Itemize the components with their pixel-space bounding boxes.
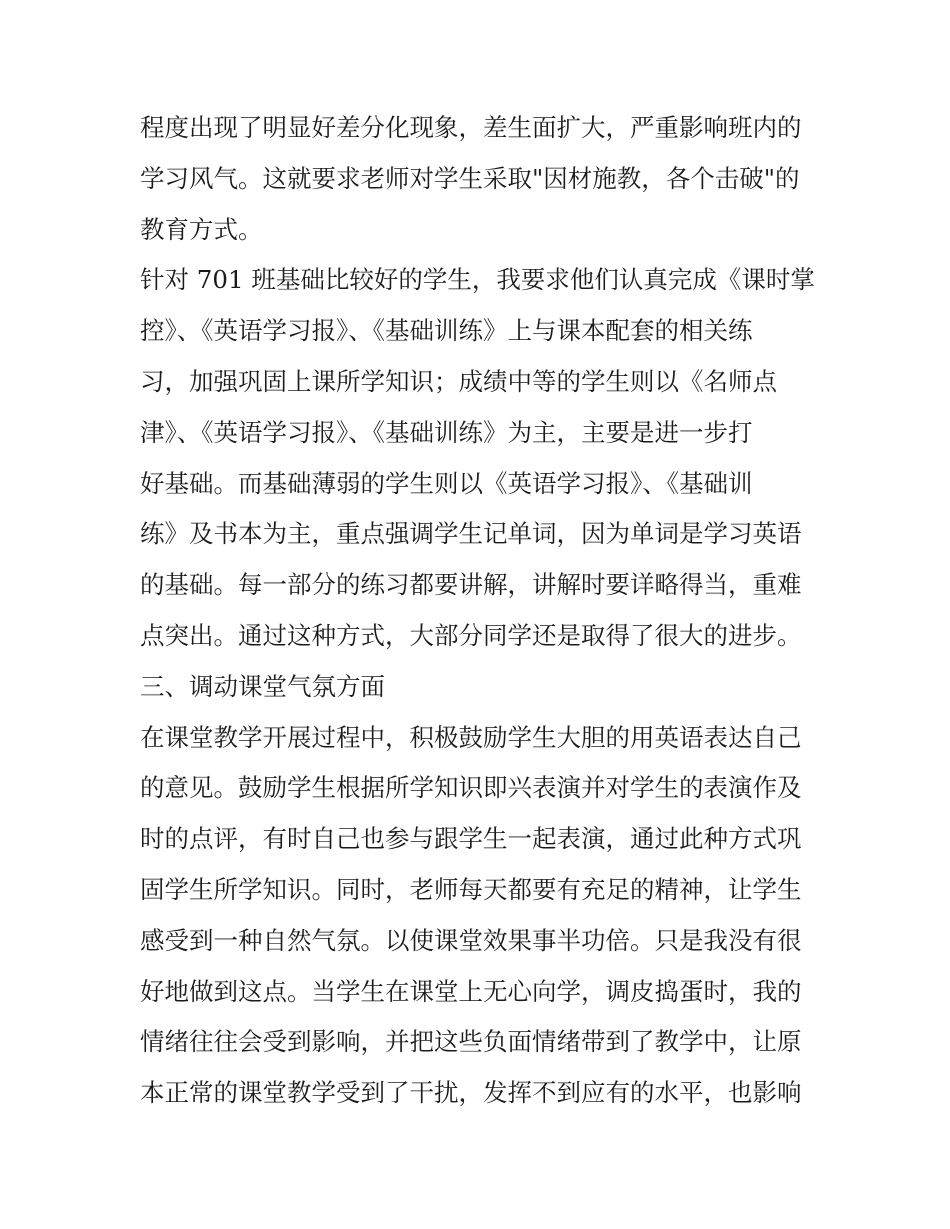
text-line: 本正常的课堂教学受到了干扰，发挥不到应有的水平，也影响 (140, 1078, 802, 1108)
text-line: 的意见。鼓励学生根据所学知识即兴表演并对学生的表演作及 (140, 773, 802, 803)
text-line: 好基础。而基础薄弱的学生则以《英语学习报》、《基础训 (140, 468, 753, 498)
text-line: 学习风气。这就要求老师对学生采取"因材施教，各个击破"的 (140, 163, 800, 193)
section-heading: 三、调动课堂气氛方面 (140, 671, 385, 701)
text-line: 教育方式。 (140, 214, 263, 244)
text-line: 的基础。每一部分的练习都要讲解，讲解时要详略得当，重难 (140, 570, 802, 600)
text-line: 程度出现了明显好差分化现象，差生面扩大，严重影响班内的 (140, 113, 802, 142)
text-line: 感受到一种自然气氛。以使课堂效果事半功倍。只是我没有很 (140, 925, 802, 955)
text-line: 习，加强巩固上课所学知识；成绩中等的学生则以《名师点 (140, 366, 777, 396)
text-line: 津》、《英语学习报》、《基础训练》为主，主要是进一步打 (140, 417, 753, 447)
text-line: 时的点评，有时自己也参与跟学生一起表演，通过此种方式巩 (140, 824, 802, 854)
text-line: 好地做到这点。当学生在课堂上无心向学，调皮捣蛋时，我的 (140, 976, 802, 1006)
text-line: 练》及书本为主，重点强调学生记单词，因为单词是学习英语 (140, 519, 802, 549)
text-line: 固学生所学知识。同时，老师每天都要有充足的精神，让学生 (140, 874, 802, 904)
text-line: 点突出。通过这种方式，大部分同学还是取得了很大的进步。 (140, 620, 802, 650)
text-line: 在课堂教学开展过程中，积极鼓励学生大胆的用英语表达自己 (140, 722, 802, 752)
document-body (140, 103, 820, 1119)
text-line: 控》、《英语学习报》、《基础训练》上与课本配套的相关练 (140, 316, 753, 346)
text-line: 针对 701 班基础比较好的学生，我要求他们认真完成《课时掌 (140, 265, 815, 295)
text-line: 情绪往往会受到影响，并把这些负面情绪带到了教学中，让原 (140, 1027, 802, 1057)
